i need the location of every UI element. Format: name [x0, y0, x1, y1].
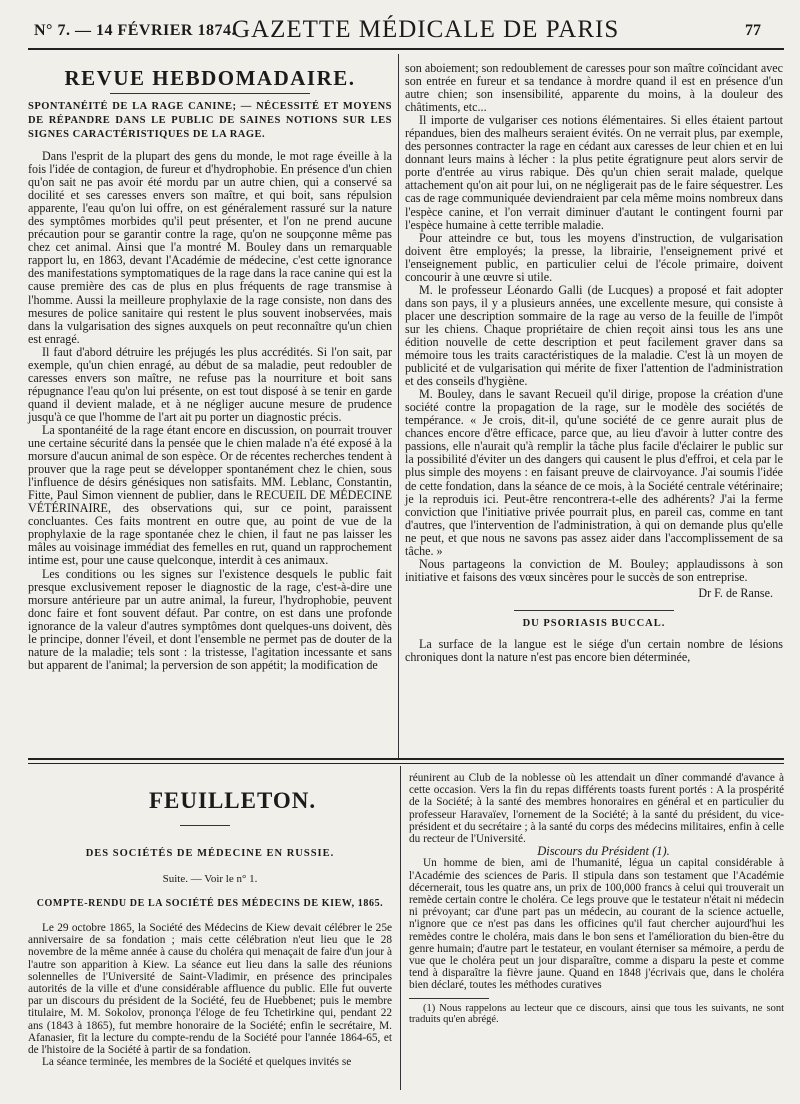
paragraph: Il importe de vulgariser ces notions élémentaires. Si elles étaient partout répandues, bien des malheurs seraient évités. On ne verrait plus, par exemple, des personnes contracter la rage en cédant aux caresses de leur chien et en lui donnant leurs mains à lécher : la plus petite égratignure peut alors servir de porte d'entrée au virus rabique. Dès qu'un chien serait malade, quelque attachement qu'on ait pour lui, on ne négligerait pas de le faire séquestrer. Les cas de rage communiquée deviendraient par cela même moins nombreux dans l'espèce canine, et l'on verrait diminuer d'autant le contingent fourni par l'espèce humaine à cette terrible maladie. — [405, 113, 783, 232]
footnote-rule — [409, 998, 489, 999]
paragraph: réunirent au Club de la noblesse où les attendait un dîner commandé d'avance à cette occasion. Vers la fin du repas différents toasts furent portés : A la prospérité de la Société; à la santé des membres honoraires en général et en particulier du professeur Haravaïev, l'ornement de la Société; à la santé du président, du vice-président et du secrétaire ; à la santé du corps des médecins militaires, enfin à celle du recteur de l'Université. — [409, 772, 784, 846]
feuilleton-right-column — [409, 772, 784, 1026]
feuilleton-title: FEUILLETON. — [149, 788, 317, 813]
revue-left-column — [28, 150, 392, 672]
revue-right-column — [405, 62, 783, 664]
header-rule — [28, 48, 784, 50]
paragraph: Dans l'esprit de la plupart des gens du monde, le mot rage éveille à la fois l'idée de contagion, de fureur et d'hydrophobie. En présence d'un chien qu'on sait ne pas avoir été mordu par un autre chien, qui a conservé sa docilité et ses caresses envers son maître, et qui boit, sans répulsion apparente, l'eau qu'on lui offre, on est généralement rassuré sur la nature des symptômes morbides qu'il peut présenter, et l'on ne prend aucune précaution pour se garantir contre la rage, qu'on ne soupçonne même pas chez cet animal. Ainsi que l'a montré M. Bouley dans un remarquable rapport lu, en 1863, devant l'Académie de médecine, c'est cette ignorance des manifestations symptomatiques de la rage dans la race canine qui est la cause première des cas de plus en plus fréquents de rage transmise à l'homme. Aussi la meilleure prophylaxie de la rage consiste, non dans des mesures de police sanitaire qui restent le plus souvent inobservées, mais dans la vulgarisation des signes auxquels on peut reconnaître qu'un chien est enragé. — [28, 149, 392, 346]
feuilleton-left-column — [28, 922, 392, 1068]
report-title: COMPTE-RENDU DE LA SOCIÉTÉ DES MÉDECINS DE KIEW, 1865. — [36, 898, 384, 909]
paragraph: La surface de la langue est le siége d'un certain nombre de lésions chroniques dont la nature n'est pas encore bien déterminée, — [405, 636, 783, 665]
psoriasis-heading: DU PSORIASIS BUCCAL. — [522, 617, 666, 629]
paragraph: Pour atteindre ce but, tous les moyens d'instruction, de vulgarisation doivent être employés; la presse, la librairie, l'enseignement privé et l'enseignement public, en particulier celui de l'école primaire, doivent concourir à une œuvre si utile. — [405, 230, 783, 284]
article-subtitle: SPONTANÉITÉ DE LA RAGE CANINE; — NÉCESSITÉ ET MOYENS DE RÉPANDRE DANS LE PUBLIC DE SAINES NOTIONS SUR LES SIGNES CARACTÉRISTIQUES DE LA RAGE. — [28, 101, 392, 140]
continuation-note: Suite. — Voir le n° 1. — [162, 873, 258, 885]
paragraph: Le 29 octobre 1865, la Société des Médecins de Kiew devait célébrer le 25e anniversaire de sa fondation ; mais cette célébration n'eut lieu que le 28 novembre de la même année à cause du choléra qui menaçait de faire d'un jour à l'autre son apparition à Kiew. La séance eut lieu dans la salle des réunions solennelles de l'Université de Saint-Vladimir, en présence des principales autorités de la ville et d'une considérable affluence du public. Elle fut ouverte par un discours du président de la Société, feu de Huebbenet; puis le membre titulaire, M. M. Sokolov, prononça l'éloge de feu Tchetirkine qui, pendant 22 ans (1843 à 1865), fut membre honoraire de la Société; enfin le secrétaire, M. Afanasier, fit la lecture du compte-rendu de la Société pour l'année 1864-65, et de l'histoire de la Société à partir de sa fondation. — [28, 922, 392, 1057]
section-separator — [514, 610, 674, 611]
paragraph: Il faut d'abord détruire les préjugés les plus accrédités. Si l'on sait, par exemple, qu'un chien enragé, au début de sa maladie, peut redoubler de caresses envers son maître, ne refuse pas la nourriture et boit sans répugnance l'eau qu'on lui présente, on est tout disposé à se tenir en garde quand il devient malade, et à ne négliger aucune mesure de prudence jusqu'à ce que l'homme de l'art ait pu porter un diagnostic précis. — [28, 344, 392, 424]
paragraph: M. Bouley, dans le savant Recueil qu'il dirige, propose la création d'une société contre la propagation de la rage, sur le modèle des sociétés de tempérance. « Je crois, dit-il, qu'une société de ce genre aurait plus de chances encore d'être efficace, parce que, au lieu d'avoir à lutter contre des passions, elle n'aurait qu'à remplir la tâche plus facile d'éclairer le public sur la possibilité d'éviter un des dangers qui causent le plus d'effroi, et cela par le plus simple des moyens : en faisant preuve de clairvoyance. J'ai soumis l'idée de cette fondation, dans la séance de ce mois, à la Société centrale vétérinaire; je la reproduis ici. Peut-être rencontrera-t-elle des adhérents? J'ai la ferme conviction que l'initiative privée pourrait plus, en pareil cas, comme en tant d'autres, que l'intervention de l'administration, à qui on demande plus qu'elle ne peut, et que nous ne savons pas assez aider dans l'accomplissement de sa tâche. » — [405, 387, 783, 558]
journal-title: GAZETTE MÉDICALE DE PARIS — [232, 16, 620, 43]
footnote: (1) Nous rappelons au lecteur que ce discours, ainsi que tous les suivants, ne sont traduits qu'en abrégé. — [409, 1002, 784, 1026]
feuilleton-rule-thin — [28, 763, 784, 764]
section-title: REVUE HEBDOMADAIRE. — [64, 66, 356, 90]
author-signature: Dr F. de Ranse. — [698, 585, 773, 600]
issue-date: N° 7. — 14 FÉVRIER 1874. — [34, 22, 236, 39]
column-divider — [400, 766, 401, 1090]
column-divider — [398, 54, 399, 758]
page-number: 77 — [745, 22, 761, 39]
paragraph: son aboiement; son redoublement de caresses pour son maître coïncidant avec son entrée en fureur et sa tendance à mordre quand il est en présence d'un autre chien; son insensibilité, apparente du moins, à la douleur des châtiments, etc... — [405, 61, 783, 115]
feuilleton-subtitle: DES SOCIÉTÉS DE MÉDECINE EN RUSSIE. — [85, 848, 335, 859]
paragraph: La séance terminée, les membres de la Société et quelques invités se — [42, 1056, 352, 1069]
paragraph: Nous partageons la conviction de M. Bouley; applaudissons à son initiative et faisons des vœux sincères pour le succès de son entreprise. — [405, 556, 783, 584]
discours-heading: Discours du Président (1). — [537, 844, 670, 859]
paragraph: La spontanéité de la rage étant encore en discussion, on pourrait trouver une certaine sécurité dans la pensée que le chien malade n'a été exposé à la morsure d'aucun animal de son espèce. Or de récentes recherches tendent à prouver que la rage peut se développer spontanément chez le chien, sous l'influence de désirs génésiques non satisfaits. MM. Leblanc, Constantin, Fitte, Paul Simon viennent de publier, dans le RECUEIL DE MÉDECINE VÉTÉRINAIRE, des observations qui, sur ce point, paraissent concluantes. Ces faits montrent en outre que, au point de vue de la prophylaxie de la rage spontanée chez le chien, il faut ne pas laisser les mâles au voisinage immédiat des femelles en rut, quand un rapprochement intime est, pour une cause quelconque, interdit à ces animaux. — [28, 422, 392, 568]
paragraph: Les conditions ou les signes sur l'existence desquels le public fait presque exclusivement reposer le diagnostic de la rage, c'est-à-dire une morsure antérieure par un autre animal, la fureur, l'hydrophobie, peuvent donc faire et font souvent défaut. Par contre, on est dans une profonde ignorance de la valeur d'autres symptômes dont quelques-uns doivent, dès le principe, donner l'éveil, et dont l'ensemble ne permet pas de douter de la nature de la maladie; tels sont : la tristesse, l'agitation incessante et sans but apparent de l'animal; la perversion de son appétit; la modification de — [28, 566, 392, 672]
title-underline — [110, 93, 310, 94]
feuilleton-rule — [28, 758, 784, 760]
paragraph: M. le professeur Léonardo Galli (de Lucques) a proposé et fait adopter dans son pays, il y a plusieurs années, une excellente mesure, qui consiste à placer une description sommaire de la rage au verso de la feuille de l'impôt sur les chiens. Chaque propriétaire de chien reçoit ainsi tous les ans une édition nouvelle de cette description et peut facilement graver dans sa mémoire tous les traits caractéristiques de la maladie. C'est là un moyen de publicité et de vulgarisation qui mérite de fixer l'attention de l'administration et des conseils d'hygiène. — [405, 282, 783, 389]
title-underline — [180, 825, 230, 826]
page-header — [0, 0, 800, 54]
paragraph: Un homme de bien, ami de l'humanité, légua un capital considérable à l'Académie des sciences de Paris. Il stipula dans son testament que l'Académie décernerait, tous les quatre ans, un prix de 100,000 francs à celui qui trouverait un remède certain contre le choléra. Ce legs prouve que le testateur n'était ni médecin ni prévoyant; car d'une part pas un médecin, au courant de la science actuelle, n'ignore que ce n'est pas dans les officines qu'il faut chercher aujourd'hui les remèdes contre le choléra, mais dans le bon sens et l'amélioration du bien-être du genre humain; d'autre part le testateur, en voulant éterniser sa mémoire, a perdu de vue que le choléra peut un jour disparaître, comme a disparu la peste et comme tend à disparaître la fièvre jaune. Quand en 1848 j'écrivais que, dans le choléra bien déclaré, toutes les méthodes curatives — [409, 857, 784, 992]
